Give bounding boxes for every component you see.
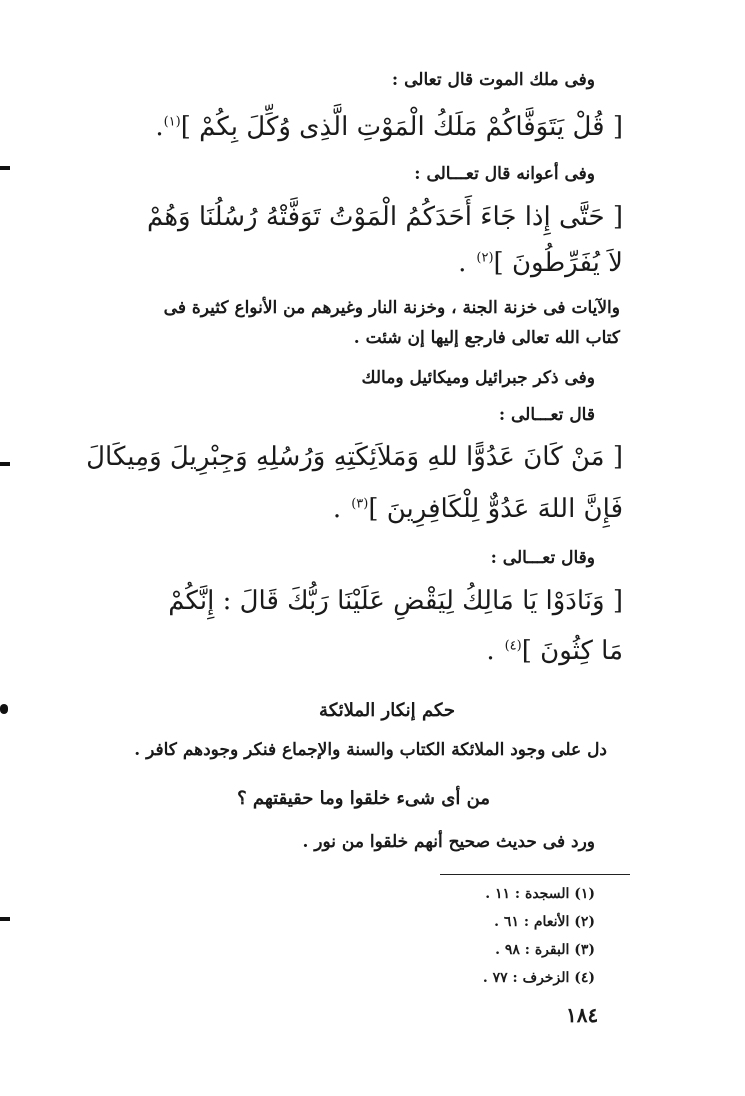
- margin-mark-2: [0, 462, 10, 466]
- verse-baqara-part1: [ مَنْ كَانَ عَدُوًّا للهِ وَمَلاَئِكَتِهِ وَرُسُلِهِ وَجِبْرِيلَ وَمِيكَالَ: [86, 442, 623, 472]
- footnote-1: (١) السجدة : ١١ .: [485, 886, 595, 902]
- footnote-ref-2: (٢): [476, 250, 494, 266]
- verse-anam-part2: [458, 248, 623, 278]
- intro-and-said: وقال تعـــالى :: [490, 548, 595, 568]
- verse-text: فَإِنَّ اللهَ عَدُوٌّ لِلْكَافِرِينَ ]: [368, 494, 623, 524]
- verse-end: .: [155, 112, 164, 142]
- verse-zukhruf-part2: [486, 636, 623, 666]
- verse-sajda: [155, 112, 623, 142]
- verse-text: [ قُلْ يَتَوَفَّاكُمْ مَلَكُ الْمَوْتِ الَّذِى وُكِّلَ بِكُمْ ]: [180, 112, 623, 142]
- verse-end: .: [332, 494, 342, 524]
- verse-end: .: [486, 636, 495, 666]
- margin-mark-3: [0, 704, 8, 714]
- intro-gabriel: وفى ذكر جبرائيل وميكائيل ومالك: [361, 368, 595, 388]
- margin-mark-1: [0, 166, 10, 170]
- footnote-ref-4: (٤): [504, 638, 522, 654]
- intro-angel-of-death: وفى ملك الموت قال تعالى :: [391, 70, 595, 90]
- section-text-denial: دل على وجود الملائكة الكتاب والسنة والإجماع فنكر وجودهم كافر .: [134, 740, 607, 760]
- section-heading-denial: حكم إنكار الملائكة: [319, 700, 455, 721]
- footnote-ref-3: (٣): [351, 496, 369, 512]
- section-text-creation: ورد فى حديث صحيح أنهم خلقوا من نور .: [302, 832, 595, 852]
- footnote-3: (٣) البقرة : ٩٨ .: [495, 942, 595, 958]
- section-heading-creation: من أى شىء خلقوا وما حقيقتهم ؟: [237, 788, 490, 809]
- paragraph-line-2: كتاب الله تعالى فارجع إليها إن شئت .: [353, 328, 620, 348]
- intro-said: قال تعـــالى :: [498, 405, 595, 425]
- intro-helpers: وفى أعوانه قال تعـــالى :: [414, 164, 595, 184]
- footnote-4: (٤) الزخرف : ٧٧ .: [482, 970, 595, 986]
- footnote-rule: [440, 874, 630, 875]
- footnote-2: (٢) الأنعام : ٦١ .: [494, 914, 595, 930]
- paragraph-line-1: والآيات فى خزنة الجنة ، وخزنة النار وغيرهم من الأنواع كثيرة فى: [163, 298, 620, 318]
- verse-text: مَا كِثُونَ ]: [521, 636, 623, 666]
- verse-zukhruf-part1: [ وَنَادَوْا يَا مَالِكُ لِيَقْضِ عَلَيْنَا رَبُّكَ قَالَ : إِنَّكُمْ: [168, 586, 623, 616]
- footnote-ref-1: (١): [163, 114, 181, 130]
- verse-end: .: [458, 248, 467, 278]
- page-number: ١٨٤: [566, 1003, 599, 1027]
- verse-baqara-part2: [333, 494, 623, 524]
- verse-text: لاَ يُفَرِّطُونَ ]: [493, 248, 623, 278]
- verse-anam-part1: [ حَتَّى إِذا جَاءَ أَحَدَكُمُ الْمَوْتُ تَوَفَّتْهُ رُسُلُنَا وَهُمْ: [147, 202, 623, 232]
- margin-mark-4: [0, 917, 10, 921]
